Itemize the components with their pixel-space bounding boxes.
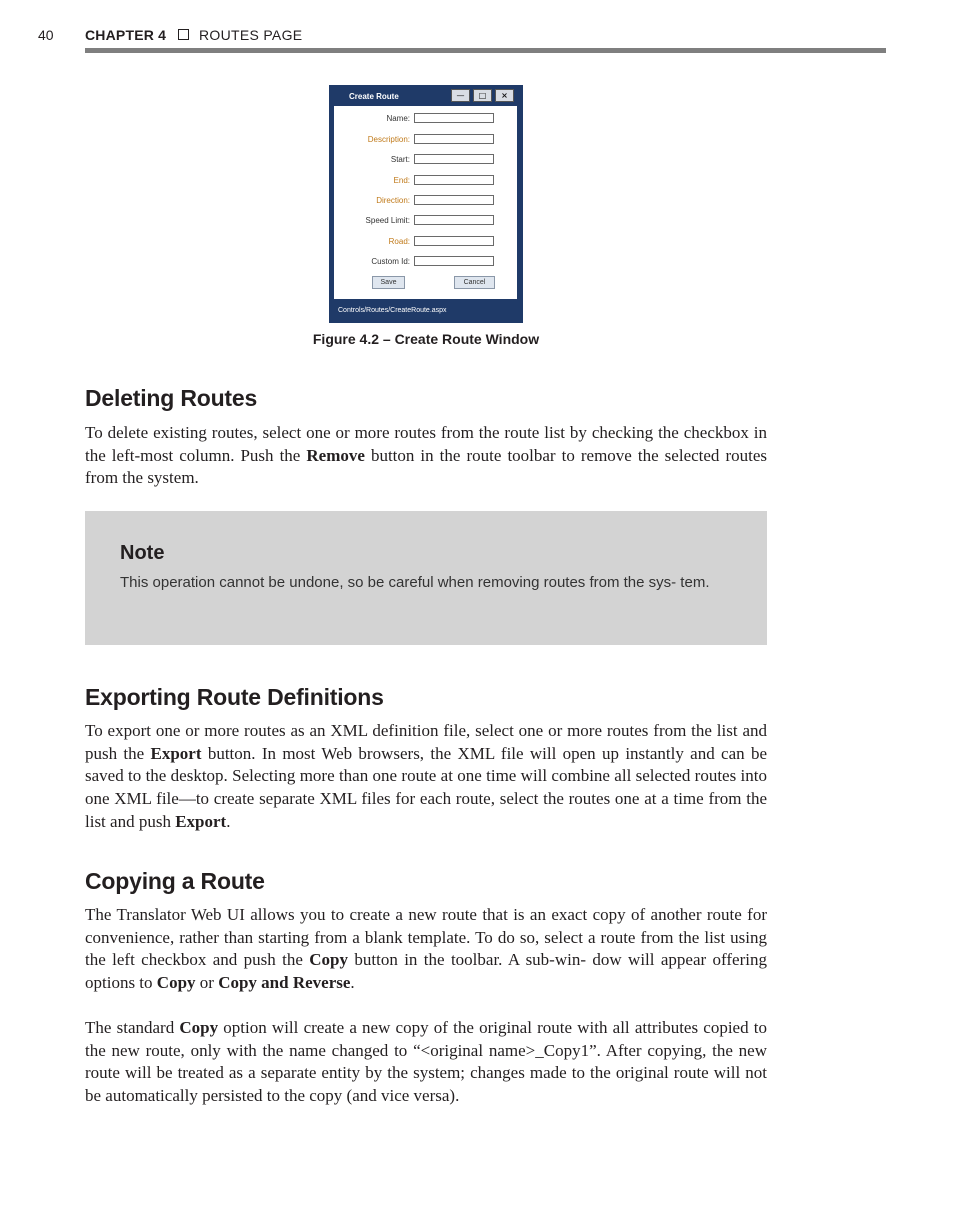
field-label: Name: [386, 114, 410, 123]
deleting-paragraph: To delete existing routes, select one or more routes from the route list by checking the checkbox in the left-most column. Push the Remove button in the route toolbar to remove the selected routes from the system. [85, 423, 768, 488]
field-label: Start: [390, 155, 410, 164]
form-row-description [334, 133, 517, 147]
heading-exporting-route-definitions: Exporting Route Definitions [85, 684, 384, 710]
note-text: This operation cannot be undone, so be careful when removing routes from the sys- tem. [120, 574, 710, 591]
description-field[interactable] [414, 134, 494, 144]
maximize-icon[interactable]: □ [473, 89, 492, 102]
field-label: Description: [367, 135, 410, 144]
page-number: 40 [38, 27, 54, 43]
header-rule [85, 48, 886, 53]
create-route-window [329, 85, 523, 323]
status-path: Controls/Routes/CreateRoute.aspx [338, 307, 447, 314]
form-row-speed-limit [334, 214, 517, 228]
running-header [36, 27, 886, 47]
dialog-form [334, 106, 517, 299]
heading-copying-a-route: Copying a Route [85, 868, 265, 894]
minimize-icon[interactable]: — [451, 89, 470, 102]
form-row-custom-id [334, 255, 517, 269]
field-label: Road: [388, 237, 410, 246]
form-row-start [334, 153, 517, 167]
direction-field[interactable] [414, 195, 494, 205]
cancel-button[interactable]: Cancel [454, 276, 495, 289]
custom-id-field[interactable] [414, 256, 494, 266]
field-label: Speed Limit: [365, 216, 410, 225]
exporting-paragraph: To export one or more routes as an XML definition file, select one or more routes from the list and push the Export button. In most Web browsers, the XML file will open up instantly and can be saved to the desktop. Selecting more than one route at one time will combine all selected routes into one XML file—to create separate XML files for each route, select the routes one at a time from the list and push Export. [85, 721, 767, 831]
speed-limit-field[interactable] [414, 215, 494, 225]
close-icon[interactable]: × [495, 89, 514, 102]
window-title: Create Route [349, 92, 399, 101]
heading-deleting-routes: Deleting Routes [85, 385, 258, 411]
note-title: Note [120, 542, 165, 564]
figure-caption: Figure 4.2 – Create Route Window [312, 331, 540, 347]
save-button[interactable]: Save [372, 276, 405, 289]
field-label: Custom Id: [371, 257, 410, 266]
field-label: Direction: [376, 196, 410, 205]
copying-paragraph-2: The standard Copy option will create a new copy of the original route with all attributes copied to the new route, only with the name changed to “<original name>_Copy1”. After copying, the new route will be treated as a separate entity by the system; changes made to the original route will not be automatically persisted to the copy (and vice versa). [85, 1018, 767, 1106]
form-row-end [334, 174, 517, 188]
form-row-direction [334, 194, 517, 208]
road-field[interactable] [414, 236, 494, 246]
separator-box-icon [178, 29, 189, 40]
form-row-road [334, 235, 517, 249]
section-label: ROUTES PAGE [199, 27, 303, 43]
name-field[interactable] [414, 113, 494, 123]
note-box [85, 511, 767, 645]
chapter-label: CHAPTER 4 [85, 27, 167, 43]
form-row-name [334, 112, 517, 126]
copying-paragraph-1: The Translator Web UI allows you to create a new route that is an exact copy of another route for convenience, rather than starting from a blank template. To do so, select a route from the list using the left checkbox and push the Copy button in the toolbar. A sub-win- dow will appear offering options to Copy or Copy and Reverse. [85, 905, 767, 993]
start-field[interactable] [414, 154, 494, 164]
field-label: End: [393, 176, 410, 185]
end-field[interactable] [414, 175, 494, 185]
